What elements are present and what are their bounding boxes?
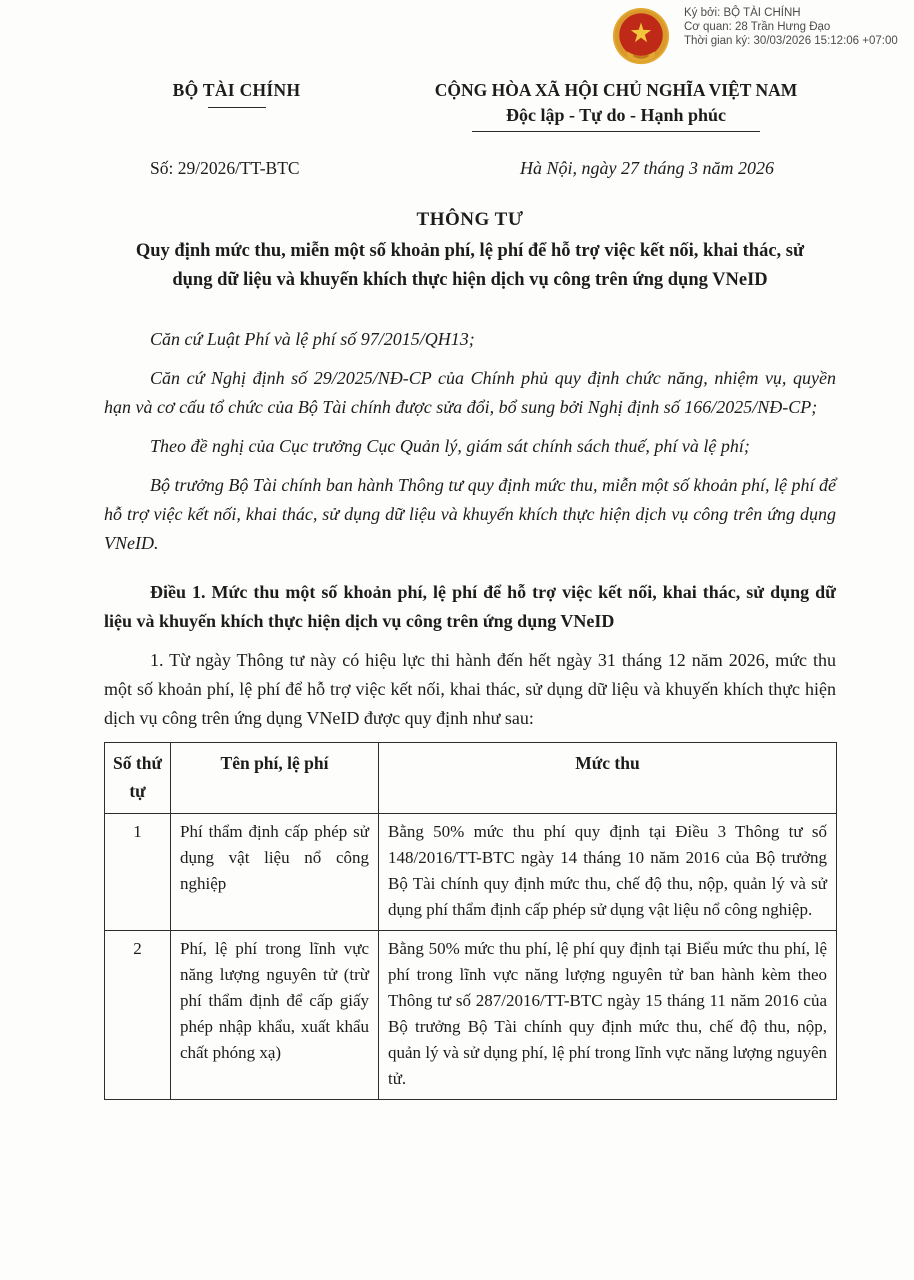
- table-header-row: [105, 743, 837, 814]
- document-subject-title: Quy định mức thu, miễn một số khoản phí, lệ phí để hỗ trợ việc kết nối, khai thác, sử dụng dữ liệu và khuyến khích thực hiện dịch vụ công trên ứng dụng VNeID: [135, 241, 805, 290]
- column-header-fee-name: Tên phí, lệ phí: [171, 743, 379, 814]
- row-fee-name: Phí thẩm định cấp phép sử dụng vật liệu nổ công nghiệp: [171, 814, 379, 931]
- signature-agency: Cơ quan: 28 Trần Hưng Đạo: [684, 21, 831, 33]
- row-ordinal: 2: [105, 931, 171, 1100]
- preamble-paragraph: Căn cứ Luật Phí và lệ phí số 97/2015/QH13;: [150, 329, 475, 349]
- signature-signer: Ký bởi: BỘ TÀI CHÍNH: [684, 7, 801, 19]
- preamble-paragraph: Theo đề nghị của Cục trưởng Cục Quản lý, giám sát chính sách thuế, phí và lệ phí;: [150, 436, 750, 456]
- motto-divider: [472, 131, 760, 132]
- place-and-date: Hà Nội, ngày 27 tháng 3 năm 2026: [520, 158, 774, 178]
- digital-signature-block: [610, 4, 898, 68]
- table-row: [105, 814, 837, 931]
- agency-divider: [208, 107, 266, 108]
- vietnam-emblem-icon: [610, 6, 672, 68]
- column-header-fee-rate: Mức thu: [379, 743, 837, 814]
- fee-schedule-table: [104, 742, 837, 1100]
- signature-timestamp: Thời gian ký: 30/03/2026 15:12:06 +07:00: [684, 35, 898, 47]
- document-type-title: THÔNG TƯ: [416, 209, 524, 230]
- signature-text: [684, 4, 898, 48]
- article-1-clause-1: 1. Từ ngày Thông tư này có hiệu lực thi hành đến hết ngày 31 tháng 12 năm 2026, mức thu một số khoản phí, lệ phí để hỗ trợ việc kết nối, khai thác, sử dụng dữ liệu và khuyến khích thực hiện dịch vụ công trên ứng dụng VNeID được quy định như sau:: [104, 650, 836, 728]
- issuing-agency-block: [104, 80, 369, 132]
- issuing-agency-name: BỘ TÀI CHÍNH: [172, 80, 301, 100]
- document-number: Số: 29/2026/TT-BTC: [150, 158, 300, 178]
- national-motto-block: [396, 80, 836, 132]
- row-ordinal: 1: [105, 814, 171, 931]
- national-motto: Độc lập - Tự do - Hạnh phúc: [505, 105, 727, 125]
- preamble-paragraph: Bộ trưởng Bộ Tài chính ban hành Thông tư quy định mức thu, miễn một số khoản phí, lệ phí để hỗ trợ việc kết nối, khai thác, sử dụng dữ liệu và khuyến khích thực hiện dịch vụ công trên ứng dụng VNeID.: [104, 475, 837, 553]
- document-meta-row: [104, 158, 836, 179]
- row-fee-rate: Bằng 50% mức thu phí quy định tại Điều 3 Thông tư số 148/2016/TT-BTC ngày 14 tháng 10 năm 2016 của Bộ trưởng Bộ Tài chính quy định mức thu, chế độ thu, nộp, quản lý và sử dụng phí thẩm định cấp phép sử dụng vật liệu nổ công nghiệp.: [379, 814, 837, 931]
- preamble-paragraph: Căn cứ Nghị định số 29/2025/NĐ-CP của Chính phủ quy định chức năng, nhiệm vụ, quyền hạn và cơ cấu tổ chức của Bộ Tài chính được sửa đổi, bổ sung bởi Nghị định số 166/2025/NĐ-CP;: [104, 368, 836, 417]
- row-fee-rate: Bằng 50% mức thu phí, lệ phí quy định tại Biểu mức thu phí, lệ phí trong lĩnh vực năng lượng nguyên tử ban hành kèm theo Thông tư số 287/2016/TT-BTC ngày 15 tháng 11 năm 2016 của Bộ trưởng Bộ Tài chính quy định mức thu, chế độ thu, nộp, quản lý và sử dụng phí, lệ phí trong lĩnh vực năng lượng nguyên tử.: [379, 931, 837, 1100]
- row-fee-name: Phí, lệ phí trong lĩnh vực năng lượng nguyên tử (trừ phí thẩm định để cấp giấy phép nhập khẩu, xuất khẩu chất phóng xạ): [171, 931, 379, 1100]
- article-1-heading: Điều 1. Mức thu một số khoản phí, lệ phí để hỗ trợ việc kết nối, khai thác, sử dụng dữ liệu và khuyến khích thực hiện dịch vụ công trên ứng dụng VNeID: [104, 582, 836, 631]
- table-row: [105, 931, 837, 1100]
- national-title: CỘNG HÒA XÃ HỘI CHỦ NGHĨA VIỆT NAM: [434, 80, 798, 100]
- column-header-ordinal: Số thứ tự: [105, 743, 171, 814]
